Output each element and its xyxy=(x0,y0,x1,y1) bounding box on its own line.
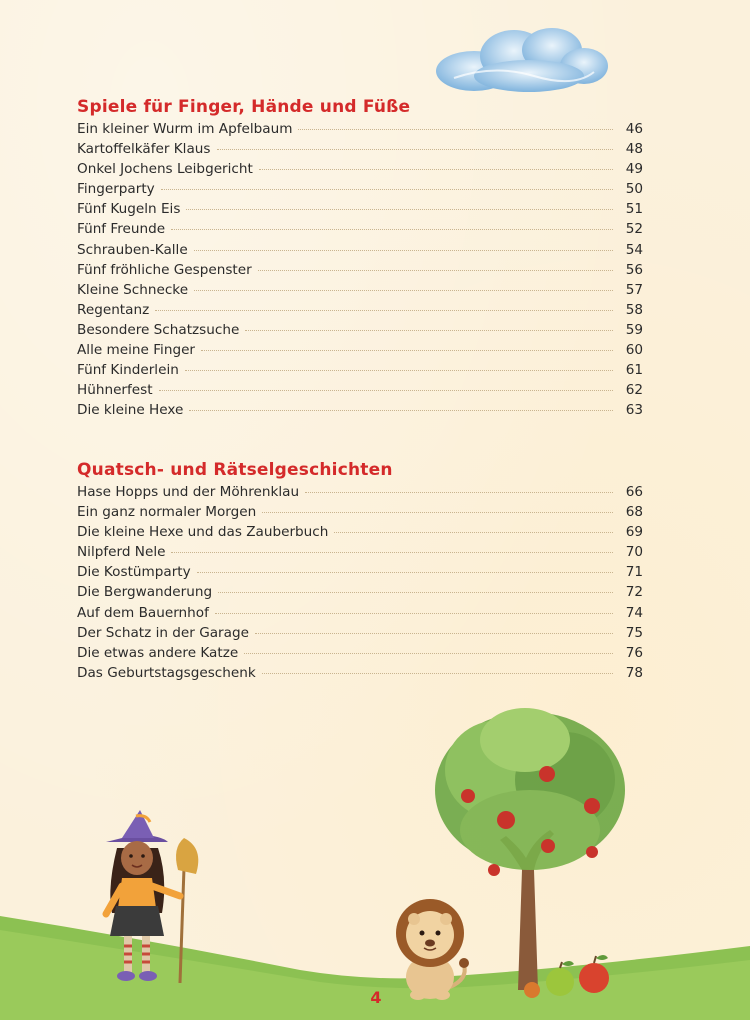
toc-entry xyxy=(77,181,643,201)
toc-entry-page-number: 51 xyxy=(625,201,643,218)
toc-entry-page-number: 63 xyxy=(625,402,643,419)
toc-entry-page-number: 48 xyxy=(625,141,643,158)
toc-entry xyxy=(77,504,643,524)
dot-leader xyxy=(334,531,613,533)
toc-entry-title: Die Bergwanderung xyxy=(77,584,213,601)
toc-entry-page-number: 58 xyxy=(625,301,643,318)
dot-leader xyxy=(262,511,613,513)
dot-leader xyxy=(171,228,613,230)
toc-entry xyxy=(77,484,643,504)
toc-entry-page-number: 69 xyxy=(625,524,643,541)
toc-entry-title: Nilpferd Nele xyxy=(77,544,166,561)
toc-entry xyxy=(77,121,643,141)
toc-entry-title: Die Kostümparty xyxy=(77,564,191,581)
apples-illustration xyxy=(520,948,620,1000)
dot-leader xyxy=(245,329,613,331)
toc-entry xyxy=(77,141,643,161)
toc-entry-page-number: 66 xyxy=(625,484,643,500)
dot-leader xyxy=(217,148,614,150)
toc-entry-title: Kartoffelkäfer Klaus xyxy=(77,141,211,158)
toc-entry-page-number: 78 xyxy=(625,664,643,681)
toc-entry xyxy=(77,282,643,302)
dot-leader xyxy=(186,208,613,210)
toc-entry-title: Fünf Kinderlein xyxy=(77,362,179,379)
toc-entry-page-number: 71 xyxy=(625,564,643,581)
toc-entry-title: Fünf Kugeln Eis xyxy=(77,201,181,218)
toc-entry-title: Besondere Schatzsuche xyxy=(77,321,240,338)
lion-illustration xyxy=(390,897,475,1002)
witch-girl-illustration xyxy=(92,808,222,993)
dot-leader xyxy=(155,309,613,311)
toc-entry-page-number: 59 xyxy=(625,321,643,338)
toc-entry-page-number: 54 xyxy=(625,241,643,258)
toc-entry-title: Der Schatz in der Garage xyxy=(77,624,249,641)
cloud-illustration xyxy=(434,26,610,96)
toc-entry xyxy=(77,524,643,544)
toc-entry-title: Hühnerfest xyxy=(77,382,153,399)
toc-entry xyxy=(77,161,643,181)
toc-entry xyxy=(77,564,643,584)
toc-entry-page-number: 57 xyxy=(625,281,643,298)
dot-leader xyxy=(159,389,613,391)
toc-entry xyxy=(77,625,643,645)
dot-leader xyxy=(185,369,613,371)
toc-entry xyxy=(77,665,643,685)
toc-entry-page-number: 50 xyxy=(625,181,643,198)
toc-entry xyxy=(77,322,643,342)
toc-entry-page-number: 52 xyxy=(625,221,643,238)
dot-leader xyxy=(244,652,613,654)
toc-entry-page-number: 49 xyxy=(625,161,643,178)
toc-entry-title: Fingerparty xyxy=(77,181,155,198)
toc-entry xyxy=(77,605,643,625)
page-number: 4 xyxy=(370,988,382,1007)
toc-entry-page-number: 68 xyxy=(625,504,643,521)
toc-entry-page-number: 75 xyxy=(625,624,643,641)
toc-entry-title: Ein ganz normaler Morgen xyxy=(77,504,257,521)
dot-leader xyxy=(305,491,613,493)
toc-entry xyxy=(77,262,643,282)
toc-entry xyxy=(77,342,643,362)
toc-entry xyxy=(77,201,643,221)
dot-leader xyxy=(171,551,613,553)
toc-entry-page-number: 76 xyxy=(625,644,643,661)
dot-leader xyxy=(201,349,613,351)
toc-entry-title: Regentanz xyxy=(77,301,150,318)
dot-leader xyxy=(262,672,613,674)
toc-entry-title: Ein kleiner Wurm im Apfelbaum xyxy=(77,121,293,137)
toc-entry-title: Die etwas andere Katze xyxy=(77,644,239,661)
toc-entry-title: Fünf fröhliche Gespenster xyxy=(77,261,252,278)
dot-leader xyxy=(194,249,613,251)
toc-entry-page-number: 46 xyxy=(625,121,643,137)
toc-entry xyxy=(77,221,643,241)
toc-entry xyxy=(77,544,643,564)
toc-entry-page-number: 61 xyxy=(625,362,643,379)
section-heading-finger-games: Spiele für Finger, Hände und Füße xyxy=(77,97,411,117)
toc-entry-title: Hase Hopps und der Möhrenklau xyxy=(77,484,300,500)
dot-leader xyxy=(194,289,613,291)
toc-entry-title: Fünf Freunde xyxy=(77,221,166,238)
toc-entry xyxy=(77,382,643,402)
dot-leader xyxy=(215,612,613,614)
toc-entry-title: Auf dem Bauernhof xyxy=(77,604,209,621)
toc-entry-page-number: 62 xyxy=(625,382,643,399)
toc-entry-title: Die kleine Hexe xyxy=(77,402,184,419)
toc-entry-page-number: 56 xyxy=(625,261,643,278)
dot-leader xyxy=(197,571,613,573)
toc-entry-page-number: 72 xyxy=(625,584,643,601)
toc-entry-title: Alle meine Finger xyxy=(77,342,196,359)
dot-leader xyxy=(189,409,613,411)
toc-entry-title: Onkel Jochens Leibgericht xyxy=(77,161,253,178)
toc-entry xyxy=(77,362,643,382)
toc-list-finger-games xyxy=(77,121,643,422)
toc-entry-page-number: 60 xyxy=(625,342,643,359)
toc-entry-title: Schrauben-Kalle xyxy=(77,241,188,258)
toc-entry-title: Das Geburtstagsgeschenk xyxy=(77,664,256,681)
dot-leader xyxy=(161,188,613,190)
toc-entry xyxy=(77,584,643,604)
dot-leader xyxy=(218,591,613,593)
toc-entry xyxy=(77,242,643,262)
section-heading-riddle-stories: Quatsch- und Rätselgeschichten xyxy=(77,460,393,480)
toc-entry xyxy=(77,402,643,422)
dot-leader xyxy=(259,168,613,170)
toc-list-riddle-stories xyxy=(77,484,643,685)
toc-entry xyxy=(77,302,643,322)
dot-leader xyxy=(258,269,613,271)
toc-entry xyxy=(77,645,643,665)
toc-entry-page-number: 74 xyxy=(625,604,643,621)
toc-entry-title: Kleine Schnecke xyxy=(77,281,189,298)
dot-leader xyxy=(298,128,613,130)
dot-leader xyxy=(255,632,613,634)
toc-entry-page-number: 70 xyxy=(625,544,643,561)
toc-entry-title: Die kleine Hexe und das Zauberbuch xyxy=(77,524,329,541)
